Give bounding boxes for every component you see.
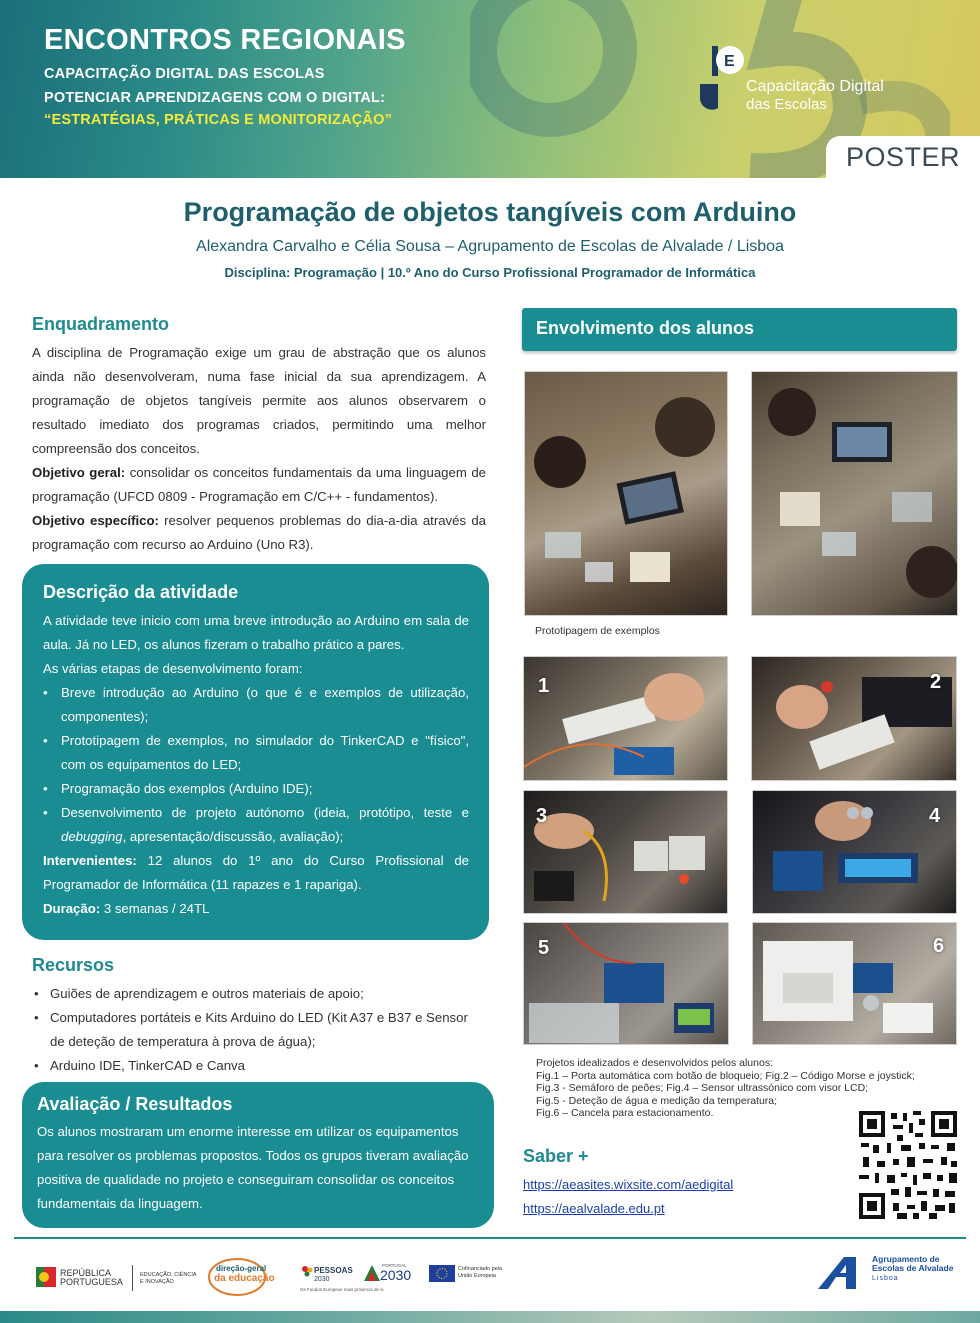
dge-line2: da educação [214, 1273, 275, 1284]
poster-discipline: Disciplina: Programação | 10.º Ano do Curso Profissional Programador de Informática [224, 265, 756, 280]
svg-text:E: E [724, 53, 735, 70]
portugal-2030-icon [364, 1265, 380, 1281]
list-item: • Computadores portáteis e Kits Arduino do LED (Kit A37 e B37 e Sensor de deteção de temperatura à prova de água); [32, 1006, 482, 1054]
duracao-text: 3 semanas / 24TL [100, 901, 210, 916]
header-banner [0, 0, 980, 178]
photo-fig-2 [751, 656, 957, 781]
pessoas-note: Os Fundos Europeus mais próximos de si. [300, 1287, 385, 1292]
rep-divider [132, 1265, 133, 1291]
descricao-heading: Descrição da atividade [43, 582, 239, 602]
step4-text-b: , apresentação/discussão, avaliação); [122, 829, 344, 844]
dge-line1: direção-geral [216, 1264, 267, 1273]
fig-caption-line: Fig.5 - Deteção de água e medição da temperatura; [536, 1094, 778, 1107]
cde-logo-icon [700, 44, 744, 110]
recursos-list [32, 982, 482, 1078]
photo-fig-1-illustration [524, 657, 728, 781]
pessoas-year: 2030 [314, 1276, 330, 1283]
intervenientes-text: 12 alunos do 1º ano do Curso Profissional de Programador de Informática (11 rapazes e 1 rapariga). [43, 853, 469, 892]
descricao-steps-intro: As várias etapas de desenvolvimento foram: [43, 661, 303, 676]
fig-caption-line: Fig.1 – Porta automática com botão de bloqueio; Fig.2 – Código Morse e joystick; [536, 1069, 915, 1082]
event-subtitle-2: POTENCIAR APRENDIZAGENS COM O DIGITAL: [44, 90, 386, 106]
intervenientes-label: Intervenientes: [43, 853, 137, 868]
event-subtitle-1: CAPACITAÇÃO DIGITAL DAS ESCOLAS [44, 66, 325, 82]
photo-prototyping-1-illustration [525, 372, 728, 616]
enquadramento-text [32, 341, 486, 557]
photo-fig-3 [523, 790, 728, 914]
descricao-box [22, 564, 489, 940]
capacitacao-digital-logo [700, 44, 920, 114]
photo-fig-2-illustration [752, 657, 957, 781]
pessoas-label: PESSOAS [314, 1266, 353, 1275]
poster-tab [826, 136, 980, 178]
fig-caption-line: Projetos idealizados e desenvolvidos pelos alunos: [536, 1057, 773, 1069]
photo-fig-1 [523, 656, 728, 781]
link-aealvalade[interactable]: https://aealvalade.edu.pt [523, 1201, 665, 1216]
rep-line3: EDUCAÇÃO, CIÊNCIA [140, 1272, 197, 1278]
photo-prototyping-2 [751, 371, 958, 616]
photo-prototyping-2-illustration [752, 372, 958, 616]
duracao-label: Duração: [43, 901, 101, 916]
list-item: • Arduino IDE, TinkerCAD e Canva [32, 1054, 482, 1078]
list-item: • Guiões de aprendizagem e outros materiais de apoio; [32, 982, 482, 1006]
objetivo-especifico-label: Objetivo específico: [32, 513, 159, 528]
eu-flag-icon [429, 1265, 455, 1282]
poster-authors: Alexandra Carvalho e Célia Sousa – Agrupamento de Escolas de Alvalade / Lisboa [196, 238, 784, 255]
aea-line2: Escolas de Alvalade [872, 1263, 954, 1273]
cde-logo-text-2: das Escolas [746, 96, 827, 113]
photo-fig-3-illustration [524, 791, 728, 914]
rep-line2: PORTUGUESA [60, 1277, 123, 1287]
photo-fig-6 [752, 922, 957, 1045]
step4-text-em: debugging [61, 829, 123, 844]
footer-divider [14, 1237, 966, 1239]
aea-line1: Agrupamento de [872, 1254, 940, 1264]
poster-label: POSTER [846, 142, 961, 172]
avaliacao-text: Os alunos mostraram um enorme interesse em utilizar os equipamentos para resolver os problemas propostos. Todos os grupos tiveram avaliação positiva de qualidade no projeto e conseguiram consolidar os conceitos fundamentais da linguagem. [37, 1124, 469, 1211]
photo-fig-5 [523, 922, 729, 1045]
list-item: • Breve introdução ao Arduino (o que é e exemplos de utilização, componentes); [43, 681, 469, 729]
fig-number-3: 3 [536, 805, 548, 827]
enquadramento-heading: Enquadramento [32, 314, 170, 334]
list-item [43, 801, 469, 849]
link-aedigital[interactable]: https://aeasites.wixsite.com/aedigital [523, 1177, 734, 1192]
prototipagem-caption: Prototipagem de exemplos [535, 625, 660, 637]
footer-color-bar [0, 1311, 980, 1323]
step4-text-a: Desenvolvimento de projeto autónomo (ideia, protótipo, teste e [61, 805, 469, 820]
footer-logos [0, 1245, 980, 1311]
descricao-text [43, 609, 469, 921]
objetivo-especifico-text: resolver pequenos problemas do dia-a-dia através da programação com recurso ao Arduino (Uno R3). [32, 513, 486, 552]
pt2030-small: PORTUGAL [382, 1263, 407, 1268]
envolvimento-heading: Envolvimento dos alunos [536, 318, 755, 338]
event-subtitle-3: “ESTRATÉGIAS, PRÁTICAS E MONITORIZAÇÃO” [44, 112, 393, 128]
eu-line1: Cofinanciado pela [458, 1266, 503, 1272]
qr-code[interactable] [857, 1109, 959, 1221]
rep-line1: REPÚBLICA [60, 1268, 112, 1278]
photo-fig-4 [752, 790, 957, 914]
poster-title: Programação de objetos tangíveis com Arduino [183, 197, 797, 227]
fig-caption-line: Fig.3 - Semáforo de peões; Fig.4 – Sensor ultrassónico com visor LCD; [536, 1082, 869, 1095]
fig-number-4: 4 [929, 805, 941, 827]
fig-number-6: 6 [933, 935, 945, 957]
saber-mais-heading: Saber + [523, 1146, 589, 1166]
aea-line3: Lisboa [872, 1275, 899, 1282]
descricao-intro: A atividade teve inicio com uma breve introdução ao Arduino em sala de aula. Já no LED, os alunos fizeram o trabalho prático a pares. [43, 613, 469, 652]
rep-line4: E INOVAÇÃO [140, 1279, 174, 1285]
fig-number-5: 5 [538, 937, 550, 959]
descricao-steps-list [43, 681, 469, 849]
avaliacao-heading: Avaliação / Resultados [37, 1094, 233, 1114]
photo-fig-6-illustration [753, 923, 957, 1045]
recursos-heading: Recursos [32, 955, 115, 975]
aea-logo-icon [816, 1255, 872, 1289]
fig-caption-line: Fig.6 – Cancela para estacionamento. [536, 1107, 714, 1120]
photo-fig-4-illustration [753, 791, 957, 914]
republica-portuguesa-emblem-icon [36, 1267, 56, 1287]
pt2030-label: 2030 [380, 1267, 412, 1283]
list-item: • Prototipagem de exemplos, no simulador do TinkerCAD e "físico", com os equipamentos do LED; [43, 729, 469, 777]
fig-number-1: 1 [538, 675, 550, 697]
objetivo-geral-label: Objetivo geral: [32, 465, 126, 480]
avaliacao-box [22, 1082, 494, 1228]
photo-prototyping-1 [524, 371, 728, 616]
cde-logo-text-1: Capacitação Digital [746, 78, 884, 95]
fig-number-2: 2 [930, 671, 942, 693]
eu-line2: União Europeia [458, 1273, 496, 1279]
enquadramento-paragraph: A disciplina de Programação exige um grau de abstração que os alunos ainda não desenvolveram, numa fase inicial da sua aprendizagem. A programação de objetos tangíveis permite aos alunos observarem o resultado imediato dos programas criados, permitindo uma melhor compreensão dos conceitos. [32, 345, 486, 456]
list-item: • Programação dos exemplos (Arduino IDE); [43, 777, 469, 801]
photo-fig-5-illustration [524, 923, 729, 1045]
envolvimento-heading-bar [522, 308, 957, 351]
objetivo-geral-text: consolidar os conceitos fundamentais da uma linguagem de programação (UFCD 0809 - Programação em C/C++ - fundamentos). [32, 465, 486, 504]
pessoas-icon [301, 1265, 313, 1277]
event-title: ENCONTROS REGIONAIS [44, 24, 406, 56]
